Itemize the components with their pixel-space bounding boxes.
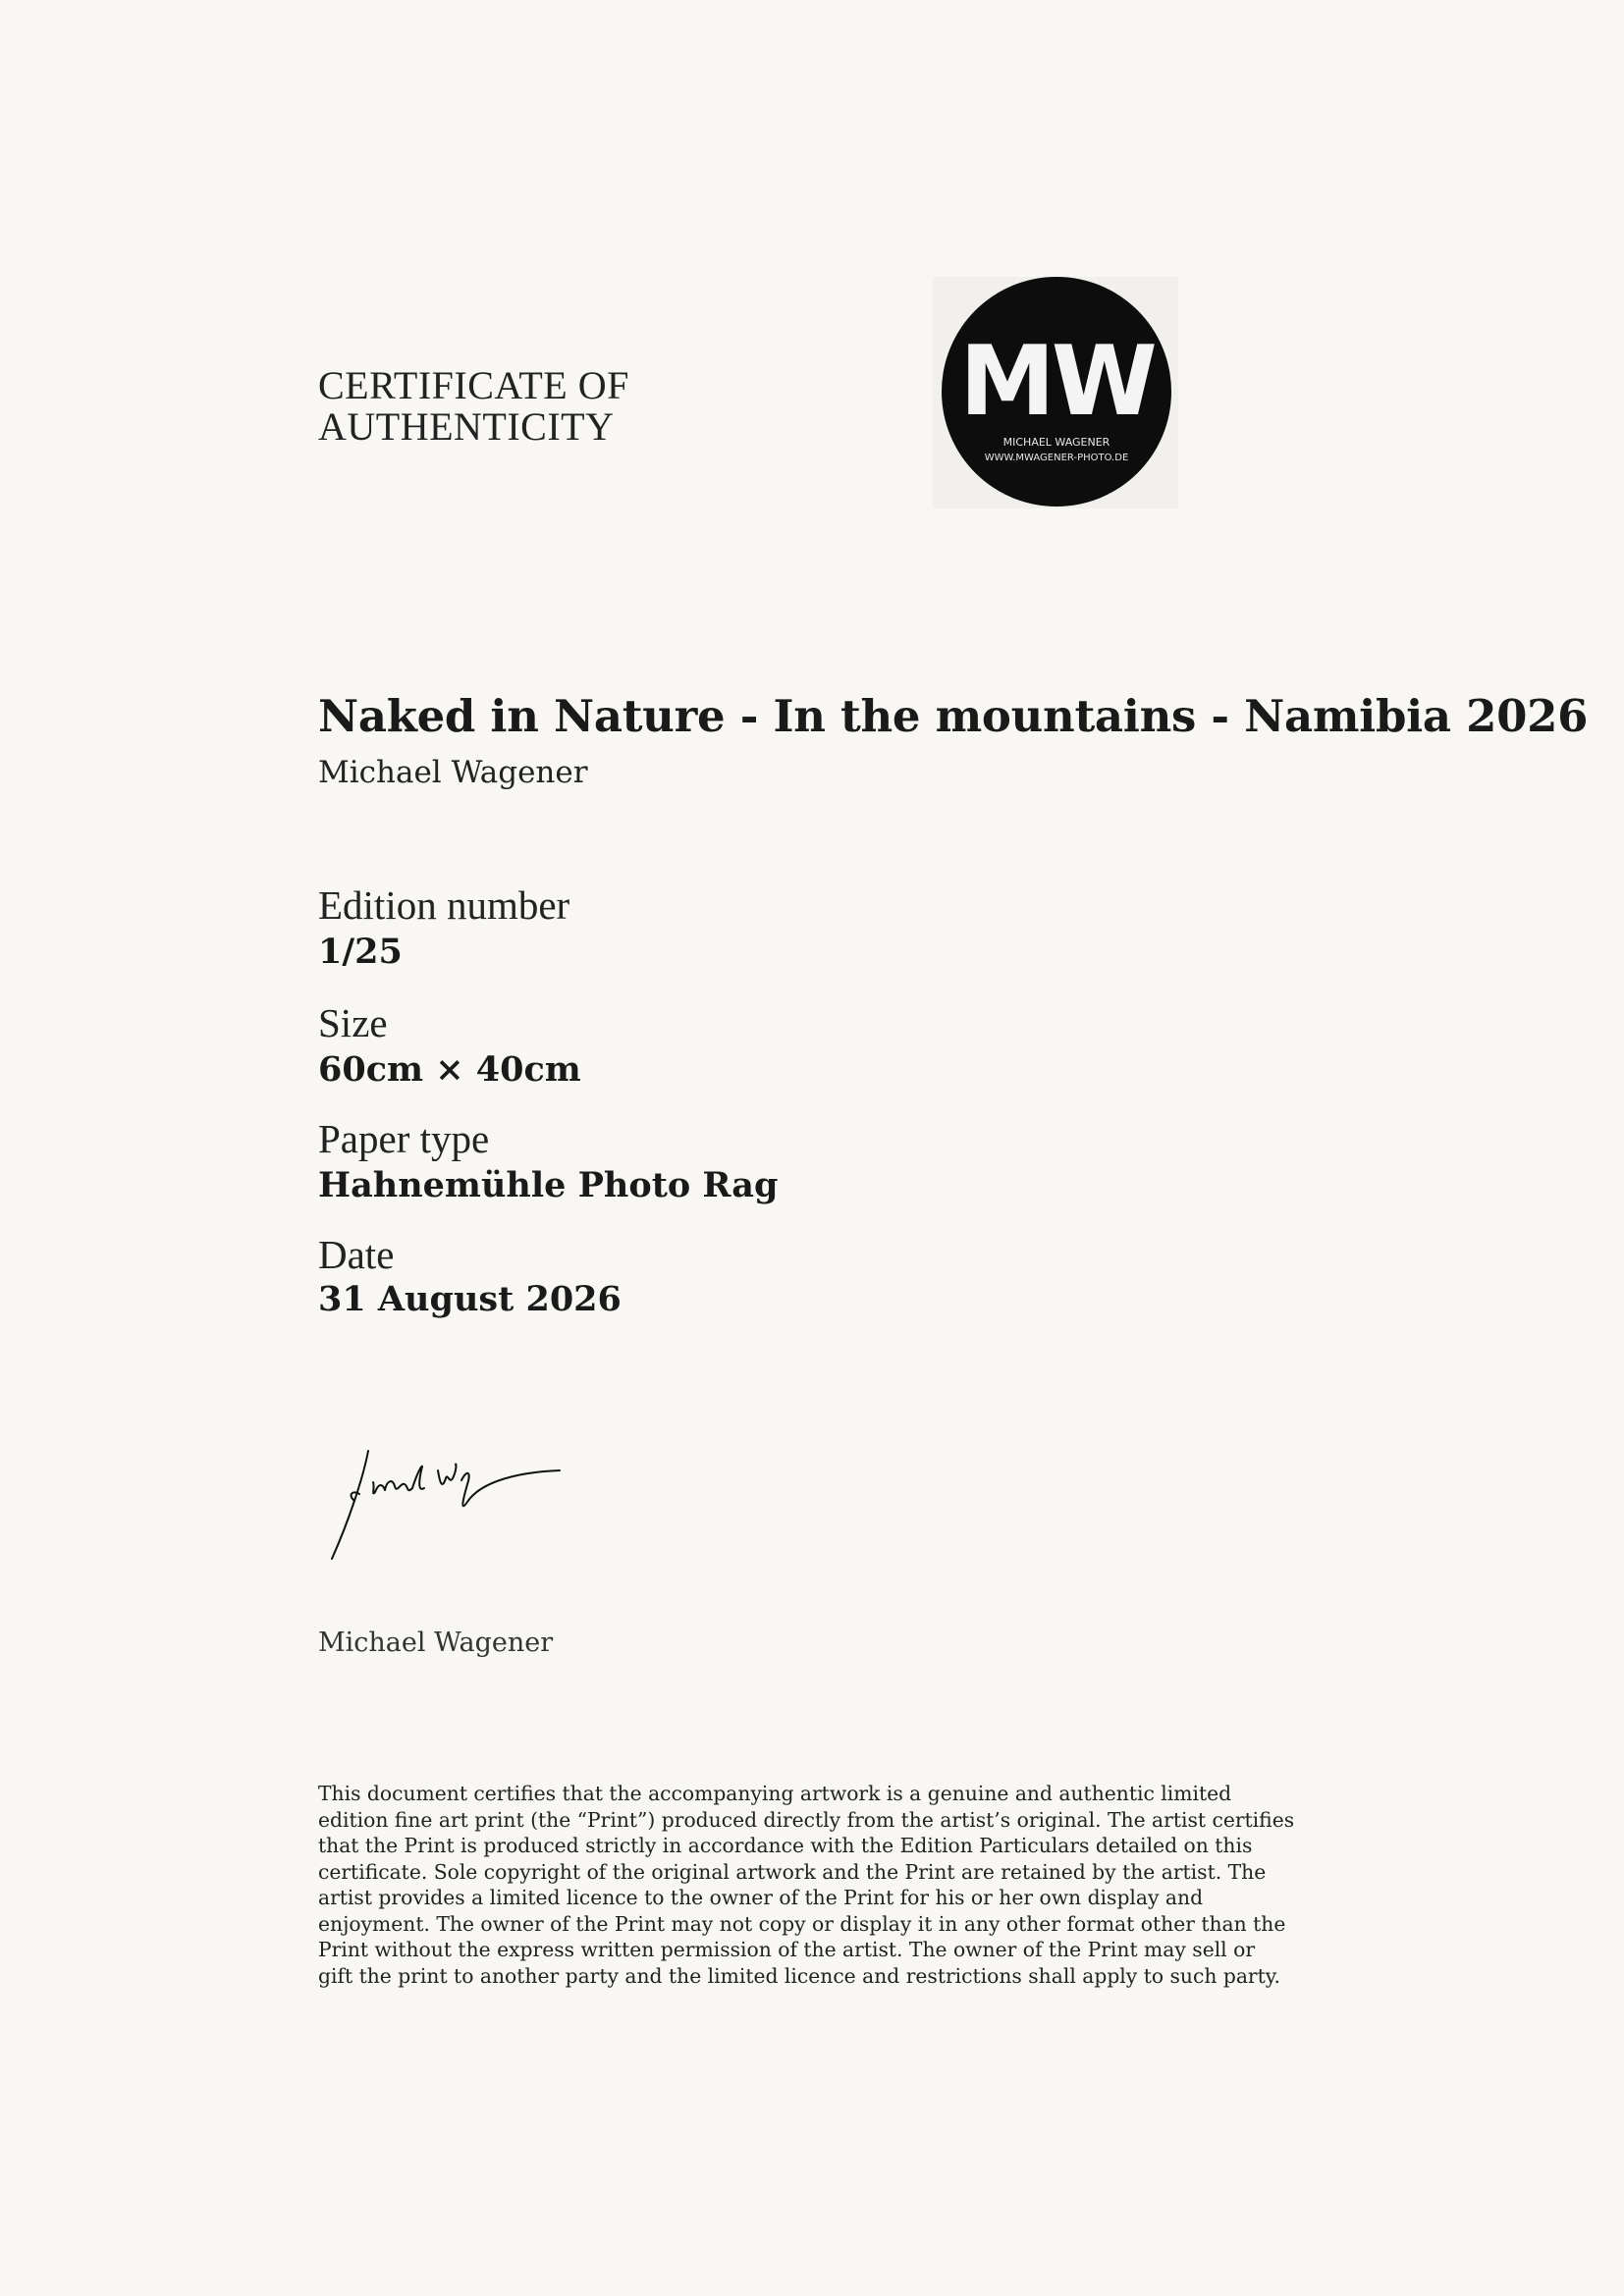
edition-label: Edition number bbox=[318, 882, 570, 928]
size-value: 60cm × 40cm bbox=[318, 1049, 581, 1090]
size-label: Size bbox=[318, 1000, 388, 1045]
legal-line: enjoyment. The owner of the Print may not copy or display it in any other format other than the bbox=[318, 1911, 1286, 1936]
logo-name: MICHAEL WAGENER bbox=[1002, 436, 1110, 449]
legal-line: that the Print is produced strictly in accordance with the Edition Particulars detailed on this bbox=[318, 1834, 1253, 1857]
signer-name: Michael Wagener bbox=[318, 1628, 554, 1658]
heading-line-2: AUTHENTICITY bbox=[318, 404, 615, 449]
heading-line-1: CERTIFICATE OF bbox=[318, 363, 629, 407]
date-value: 31 August 2026 bbox=[318, 1279, 622, 1319]
paper-type-value: Hahnemühle Photo Rag bbox=[318, 1165, 779, 1205]
handwritten-signature bbox=[324, 1443, 569, 1571]
artwork-title: Naked in Nature - In the mountains - Namibia 2026 bbox=[318, 690, 1589, 742]
date-label: Date bbox=[318, 1232, 395, 1277]
legal-line: Print without the express written permission of the artist. The owner of the Print may sell or bbox=[318, 1938, 1256, 1961]
artwork-artist: Michael Wagener bbox=[318, 755, 588, 790]
legal-line: edition fine art print (the “Print”) produced directly from the artist’s original. The artist certifies bbox=[318, 1807, 1295, 1832]
legal-statement bbox=[318, 1781, 1300, 1989]
legal-line: gift the print to another party and the limited licence and restrictions shall apply to such party. bbox=[318, 1963, 1280, 1988]
certificate-heading bbox=[318, 365, 629, 448]
legal-line: artist provides a limited licence to the owner of the Print for his or her own display and bbox=[318, 1886, 1204, 1909]
legal-line: This document certifies that the accompanying artwork is a genuine and authentic limited bbox=[318, 1782, 1232, 1805]
legal-line: certificate. Sole copyright of the original artwork and the Print are retained by the artist. The bbox=[318, 1859, 1267, 1884]
paper-type-label: Paper type bbox=[318, 1116, 490, 1161]
logo-monogram: MW bbox=[959, 326, 1154, 438]
edition-value: 1/25 bbox=[318, 932, 403, 972]
logo-url: WWW.MWAGENER-PHOTO.DE bbox=[984, 453, 1129, 463]
mw-logo-icon bbox=[942, 277, 1171, 507]
logo-container bbox=[933, 277, 1178, 508]
